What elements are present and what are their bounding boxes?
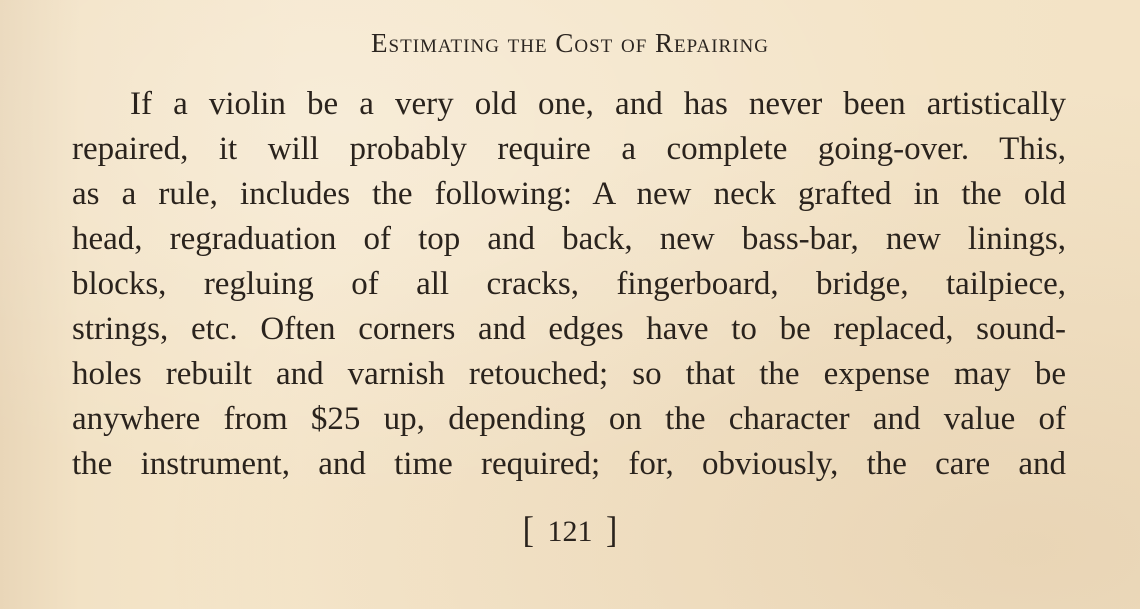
running-head: Estimating the Cost of Repairing — [371, 28, 769, 58]
text-line: If a violin be a very old one, and has never been artistically — [130, 86, 1066, 122]
page-number — [0, 512, 1140, 550]
folio-open-bracket: [ — [522, 510, 534, 551]
text-line: repaired, it will probably require a complete going-over. This, — [72, 131, 1066, 167]
folio-number: 121 — [547, 515, 593, 548]
text-line: head, regraduation of top and back, new bass-bar, new linings, — [72, 221, 1066, 257]
body-text — [72, 82, 1066, 487]
text-line: holes rebuilt and varnish retouched; so that the expense may be — [72, 356, 1066, 392]
text-line: the instrument, and time required; for, obviously, the care and — [72, 446, 1066, 482]
text-line: anywhere from $25 up, depending on the character and value of — [72, 401, 1066, 437]
text-line: as a rule, includes the following: A new neck grafted in the old — [72, 176, 1066, 212]
text-line: blocks, regluing of all cracks, fingerboard, bridge, tailpiece, — [72, 266, 1066, 302]
folio-close-bracket: ] — [606, 510, 618, 551]
text-line: strings, etc. Often corners and edges have to be replaced, sound- — [72, 311, 1066, 347]
